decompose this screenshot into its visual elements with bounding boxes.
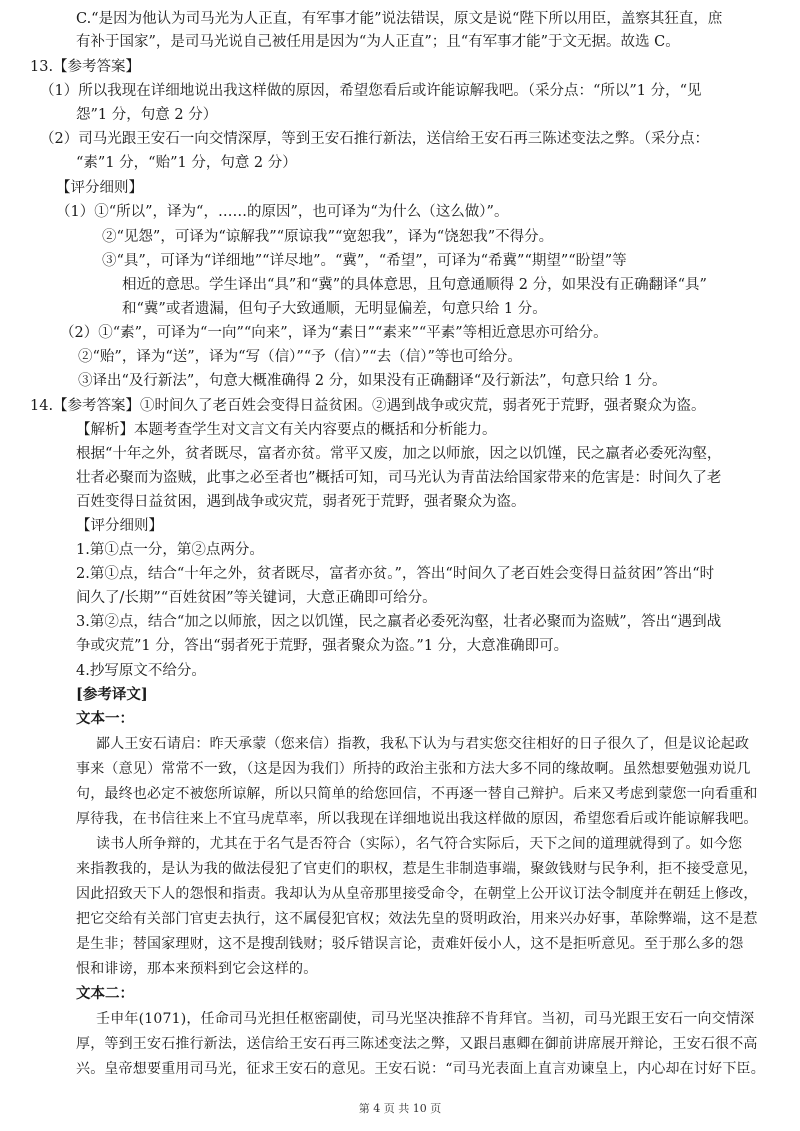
text-line: 1.第①点一分，第②点两分。 [76,542,264,558]
text-line: （1）①“所以”，译为“，……的原因”，也可译为“为什么（这么做）”。 [56,204,509,220]
text-line: 厚待我，在书信往来上不宜马虎草率，所以我现在详细地说出我这样做的原因，希望您看后或许能谅解我吧。 [76,811,758,827]
text-line: 事来（意见）常常不一致，（这是因为我们）所持的政治主张和方法大多不同的缘故啊。虽然想要勉强劝说几 [76,761,751,777]
text-line: 争或灾荒”1 分，答出“弱者死于荒野，强者聚众为盗。”1 分，大意准确即可。 [76,638,569,654]
text-line: ②“贻”，译为“送”，译为“写（信）”“予（信）”“去（信）”等也可给分。 [78,349,522,365]
text-line: 把它交给有关部门官吏去执行，这不属侵犯官权；效法先皇的贤明政治，用来兴办好事，革除弊端，这不是惹 [76,911,758,927]
text-line: 3.第②点，结合“加之以师旅，因之以饥馑，民之羸者必委死沟壑，壮者必聚而为盗贼”，答出“遇到战 [76,614,722,630]
section-heading: [参考译文] [76,686,148,703]
text-line: 有补于国家”，是司马光说自己被任用是因为“为人正直”；且“有军事才能”于文无据。故选 C。 [76,34,680,50]
text-line: 是生非；替国家理财，这不是搜刮钱财；驳斥错误言论，责难奸佞小人，这不是拒听意见。至于那么多的怨 [76,936,744,952]
text-line: 读书人所争辩的，尤其在于名气是否符合（实际），名气符合实际后，天下之间的道理就得到了。如今您 [96,836,743,852]
text-line: 【评分细则】 [56,180,143,196]
text-line: 【评分细则】 [76,518,163,534]
text-line: 4.抄写原文不给分。 [76,663,206,679]
text-line: 【解析】本题考查学生对文言文有关内容要点的概括和分析能力。 [76,422,497,438]
text-line: 因此招致天下人的怨恨和指责。我却认为从皇帝那里接受命令，在朝堂上公开议订法令制度并在朝廷上修改， [76,886,758,902]
text-line: 13.【参考答案】 [30,59,141,75]
text-line: 2.第①点，结合“十年之外，贫者既尽，富者亦贫。”，答出“时间久了老百姓会变得日益贫困”答出“时 [76,566,715,582]
text-line: 相近的意思。学生译出“具”和“冀”的具体意思，且句意通顺得 2 分，如果没有正确翻译“具” [122,277,707,293]
text-line: 百姓变得日益贫困，遇到战争或灾荒，弱者死于荒野，强者聚众为盗。 [76,494,526,510]
text-line: 兴。皇帝想要重用司马光，征求王安石的意见。王安石说：“司马光表面上直言劝谏皇上，内心却在讨好下臣。 [76,1061,765,1077]
text-line: （1）所以我现在详细地说出我这样做的原因，希望您看后或许能谅解我吧。（采分点：“所以”1 分，“见 [40,83,702,99]
text-line: 怨”1 分，句意 2 分） [76,107,218,123]
text-line: ②“见怨”，可译为“谅解我”“原谅我”“宽恕我”，译为“饶恕我”不得分。 [102,229,554,245]
text-line: 恨和诽谤，那本来预料到它会这样的。 [76,961,318,977]
text-line: ③“具”，可译为“详细地”“详尽地”。“冀”，“希望”，可译为“希冀”“期望”“盼望”等 [102,253,627,269]
text-line: 14.【参考答案】①时间久了老百姓会变得日益贫困。②遇到战争或灾荒，弱者死于荒野，强者聚众为盗。 [30,398,706,414]
text-line: 和“冀”或者遗漏，但句子大致通顺，无明显偏差，句意只给 1 分。 [122,301,547,317]
text-line: C.“是因为他认为司马光为人正直，有军事才能”说法错误，原文是说“陛下所以用臣，盖察其狂直，庶 [76,11,723,27]
text-line: （2）①“素”，可译为“一向”“向来”，译为“素日”“素来”“平素”等相近意思亦可给分。 [60,325,608,341]
text-line: ③译出“及行新法”，句意大概准确得 2 分，如果没有正确翻译“及行新法”，句意只给 1 分。 [78,373,667,389]
text-line: 壮者必聚而为盗贼，此事之必至者也”概括可知，司马光认为青苗法给国家带来的危害是：时间久了老 [76,470,722,486]
text-line: （2）司马光跟王安石一向交情深厚，等到王安石推行新法，送信给王安石再三陈述变法之弊。（采分点： [40,131,709,147]
text-line: “素”1 分，“贻”1 分，句意 2 分） [76,155,297,171]
page-footer: 第 4 页 共 10 页 [358,1102,442,1115]
text-line: 壬申年(1071)，任命司马光担任枢密副使，司马光坚决推辞不肯拜官。当初，司马光跟王安石一向交情深 [96,1011,755,1027]
section-heading: 文本一： [76,710,134,727]
text-line: 来指教我的，是认为我的做法侵犯了官吏们的职权，惹是生非制造事端，聚敛钱财与民争利，拒不接受意见， [76,861,758,877]
text-line: 鄙人王安石请启：昨天承蒙（您来信）指教，我私下认为与君实您交往相好的日子很久了，但是议论起政 [96,736,750,752]
text-line: 句，最终也必定不被您所谅解，所以只简单的给您回信，不再逐一替自己辩护。后来又考虑到蒙您一向看重和 [76,786,758,802]
section-heading: 文本二： [76,985,134,1002]
text-line: 厚，等到王安石推行新法，送信给王安石再三陈述变法之弊，又跟吕惠卿在御前讲席展开辩论，王安石很不高 [76,1036,758,1052]
text-line: 间久了/长期”“百姓贫困”等关键词，大意正确即可给分。 [76,590,437,606]
text-line: 根据“十年之外，贫者既尽，富者亦贫。常平又废，加之以师旅，因之以饥馑，民之羸者必委死沟壑， [76,446,722,462]
